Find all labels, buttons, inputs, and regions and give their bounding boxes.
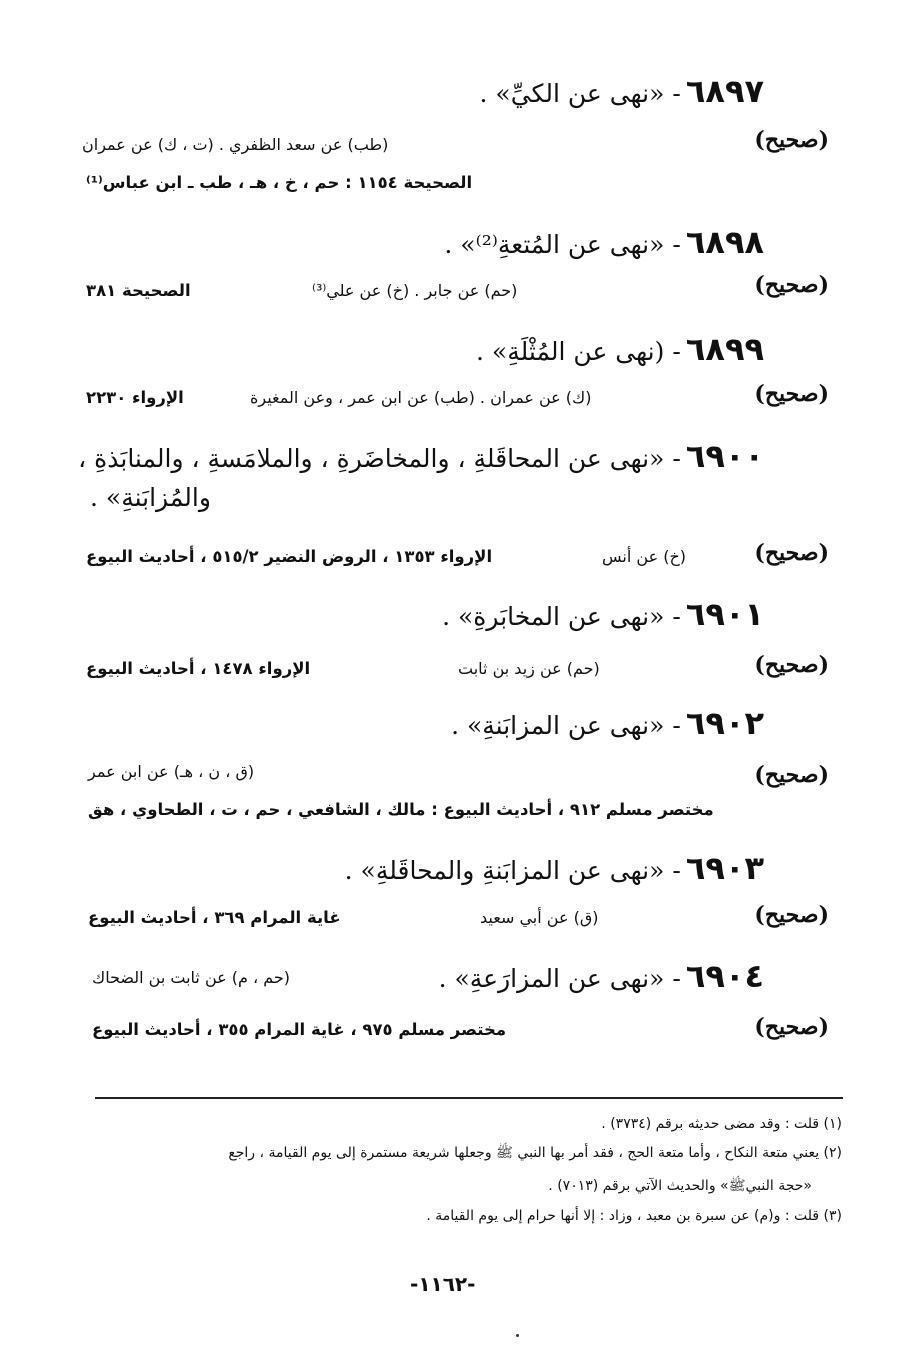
footnote-2-continuation: «حجة النبيﷺ» والحديث الآتي برقم (٧٠١٣) .: [548, 1178, 812, 1194]
grade-label: ( صحيح ): [744, 540, 839, 566]
hadith-text: - (نهى عن المُثْلَةِ» .: [476, 337, 681, 366]
hadith-number: ٦٩٠١: [685, 595, 764, 633]
source-list: (حم) عن زيد بن ثابت: [458, 659, 600, 678]
hadith-text: - «نهى عن المحاقَلةِ ، والمخاضَرةِ ، والملامَسةِ ، والمنابَذةِ ،: [78, 444, 681, 473]
hadith-text: - «نهى عن المزابَنةِ» .: [451, 711, 681, 740]
hadith-number: ٦٩٠٤: [685, 957, 764, 995]
hadith-text: - «نهى عن المُتعةِ⁽²⁾» .: [444, 230, 681, 259]
hadith-text: - «نهى عن المزابَنةِ والمحاقَلةِ» .: [344, 856, 681, 885]
footnote-divider: [95, 1097, 843, 1099]
reference-list: الإرواء ٢٢٣٠: [86, 388, 184, 407]
hadith-6898: [444, 223, 764, 261]
footnote-1: (١) قلت : وقد مضى حديثه برقم (٣٧٣٤) .: [601, 1116, 842, 1132]
reference-list: مختصر مسلم ٩١٢ ، أحاديث البيوع : مالك ، الشافعي ، حم ، ت ، الطحاوي ، هق: [88, 800, 714, 819]
hadith-number: ٦٩٠٠: [685, 437, 764, 475]
grade-label: ( صحيح ): [744, 762, 839, 788]
hadith-number: ٦٨٩٨: [685, 223, 764, 261]
page-number: -١١٦٢-: [410, 1272, 476, 1296]
reference-list: الصحيحة ١١٥٤ : حم ، خ ، هـ ، طب ـ ابن عباس⁽¹⁾: [86, 173, 473, 192]
hadith-6900: [78, 437, 764, 475]
source-list: (طب) عن سعد الظفري . (ت ، ك) عن عمران: [82, 135, 389, 154]
hadith-6899: [476, 330, 764, 368]
reference-list: الإرواء ١٣٥٣ ، الروض النضير ٥١٥/٢ ، أحاديث البيوع: [86, 547, 493, 566]
hadith-text: - «نهى عن المزارَعةِ» .: [438, 964, 681, 993]
grade-label: ( صحيح ): [744, 127, 839, 153]
hadith-number: ٦٩٠٢: [685, 704, 764, 742]
footnote-2: (٢) يعني متعة النكاح ، وأما متعة الحج ، فقد أمر بها النبي ﷺ وجعلها شريعة مستمرة إلى يوم القيامة ، راجع: [228, 1145, 842, 1161]
hadith-text-continuation: والمُزابَنةِ» .: [90, 483, 211, 512]
source-list: (حم ، م) عن ثابت بن الضحاك: [92, 968, 291, 987]
hadith-text: - «نهى عن الكيِّ» .: [479, 79, 681, 108]
grade-label: ( صحيح ): [744, 902, 839, 928]
source-list: (حم) عن جابر . (خ) عن علي⁽³⁾: [312, 281, 518, 300]
grade-label: ( صحيح ): [744, 652, 839, 678]
reference-list: مختصر مسلم ٩٧٥ ، غاية المرام ٣٥٥ ، أحاديث البيوع: [92, 1020, 507, 1039]
reference-list: غاية المرام ٣٦٩ ، أحاديث البيوع: [88, 908, 341, 927]
grade-label: ( صحيح ): [744, 381, 839, 407]
hadith-number: ٦٨٩٧: [685, 72, 764, 110]
hadith-number: ٦٩٠٣: [685, 849, 764, 887]
source-list: (ك) عن عمران . (طب) عن ابن عمر ، وعن المغيرة: [250, 388, 592, 407]
hadith-6901: [442, 595, 764, 633]
hadith-6904: [439, 957, 764, 995]
footnote-3: (٣) قلت : و(م) عن سبرة بن معبد ، وزاد : إلا أنها حرام إلى يوم القيامة .: [426, 1208, 842, 1224]
grade-label: ( صحيح ): [744, 272, 839, 298]
hadith-6902: [451, 704, 764, 742]
hadith-number: ٦٨٩٩: [685, 330, 764, 368]
source-list: (ق) عن أبي سعيد: [480, 908, 599, 927]
scan-speck: [516, 1334, 519, 1337]
reference-list: الصحيحة ٣٨١: [86, 281, 191, 300]
reference-list: الإرواء ١٤٧٨ ، أحاديث البيوع: [86, 659, 311, 678]
hadith-text: - «نهى عن المخابَرةِ» .: [442, 602, 681, 631]
source-list: (ق ، ن ، هـ) عن ابن عمر: [88, 762, 255, 781]
hadith-6897: [480, 72, 764, 110]
source-list: (خ) عن أنس: [602, 547, 687, 566]
grade-label: ( صحيح ): [744, 1014, 839, 1040]
hadith-6903: [345, 849, 764, 887]
